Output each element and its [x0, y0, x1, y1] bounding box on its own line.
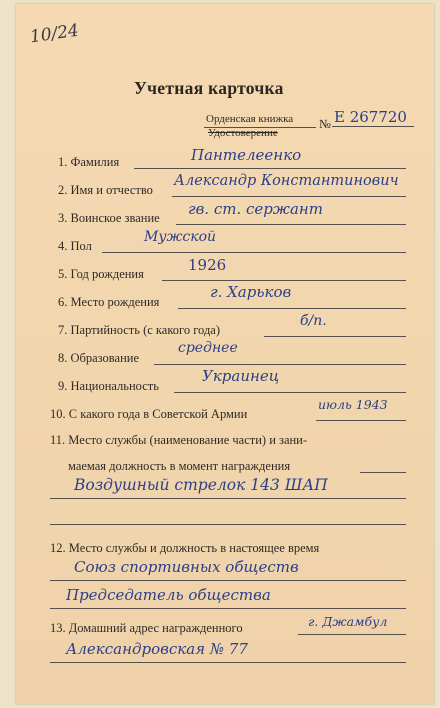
field-line-party — [264, 336, 406, 337]
field-value-service-place: Воздушный стрелок 143 ШАП — [74, 476, 328, 494]
field-line-service-place-b — [50, 498, 406, 499]
field-value-home-street: Александровская № 77 — [66, 640, 248, 658]
field-line-service-place-a — [360, 472, 406, 473]
field-label-home-address: 13. Домашний адрес награжденного — [50, 621, 243, 635]
field-line-service-place-c — [50, 524, 406, 525]
field-label-rank: 3. Воинское звание — [58, 211, 160, 225]
field-line-current-job-a — [50, 580, 406, 581]
field-value-party: б/п. — [300, 313, 327, 329]
field-line-nationality — [174, 392, 406, 393]
field-line-current-job-b — [50, 608, 406, 609]
field-line-name — [172, 196, 406, 197]
field-value-nationality: Украинец — [202, 367, 280, 385]
field-label-name: 2. Имя и отчество — [58, 183, 153, 197]
field-label-service-place-cont: маемая должность в момент награждения — [68, 459, 291, 473]
order-book-number: Е 267720 — [334, 108, 407, 126]
field-line-sex — [102, 252, 406, 253]
field-line-birth-year — [162, 280, 406, 281]
field-label-nationality: 9. Национальность — [58, 379, 159, 393]
card-title: Учетная карточка — [134, 78, 284, 98]
field-label-surname: 1. Фамилия — [58, 155, 120, 169]
field-label-current-job: 12. Место службы и должность в настоящее время — [50, 541, 320, 555]
field-label-education: 8. Образование — [58, 351, 140, 365]
field-label-service-place: 11. Место службы (наименование части) и зани- — [50, 433, 308, 447]
field-value-army-since: июль 1943 — [318, 397, 388, 412]
number-line — [332, 126, 414, 127]
field-line-surname — [134, 168, 406, 169]
field-line-home-address-a — [298, 634, 406, 635]
field-line-rank — [176, 224, 406, 225]
field-line-army-since — [316, 420, 406, 421]
corner-note: 10/24 — [28, 20, 81, 48]
field-value-education: среднее — [178, 340, 238, 356]
field-label-birthplace: 6. Место рождения — [58, 295, 160, 309]
field-value-sex: Мужской — [144, 229, 217, 245]
award-record-card — [16, 4, 434, 704]
field-value-surname: Пантелеенко — [191, 146, 302, 164]
field-label-birth-year: 5. Год рождения — [58, 267, 144, 281]
field-label-army-since: 10. С какого года в Советской Армии — [50, 407, 248, 421]
field-line-education — [154, 364, 406, 365]
order-book-label: Орденская книжка — [206, 113, 294, 125]
field-label-sex: 4. Пол — [58, 239, 92, 253]
field-value-current-position: Председатель общества — [66, 586, 271, 604]
certificate-label: Удостоверение — [208, 127, 278, 139]
field-value-current-job: Союз спортивных обществ — [74, 558, 299, 576]
field-value-birth-year: 1926 — [188, 256, 227, 274]
field-value-name: Александр Константинович — [174, 173, 399, 189]
field-label-party: 7. Партийность (с какого года) — [58, 323, 221, 337]
field-value-rank: гв. ст. сержант — [188, 200, 323, 218]
number-prefix: № — [319, 117, 331, 131]
field-line-birthplace — [178, 308, 406, 309]
field-value-home-city: г. Джамбул — [308, 614, 388, 629]
field-value-birthplace: г. Харьков — [210, 283, 292, 301]
field-line-home-address-b — [50, 662, 406, 663]
